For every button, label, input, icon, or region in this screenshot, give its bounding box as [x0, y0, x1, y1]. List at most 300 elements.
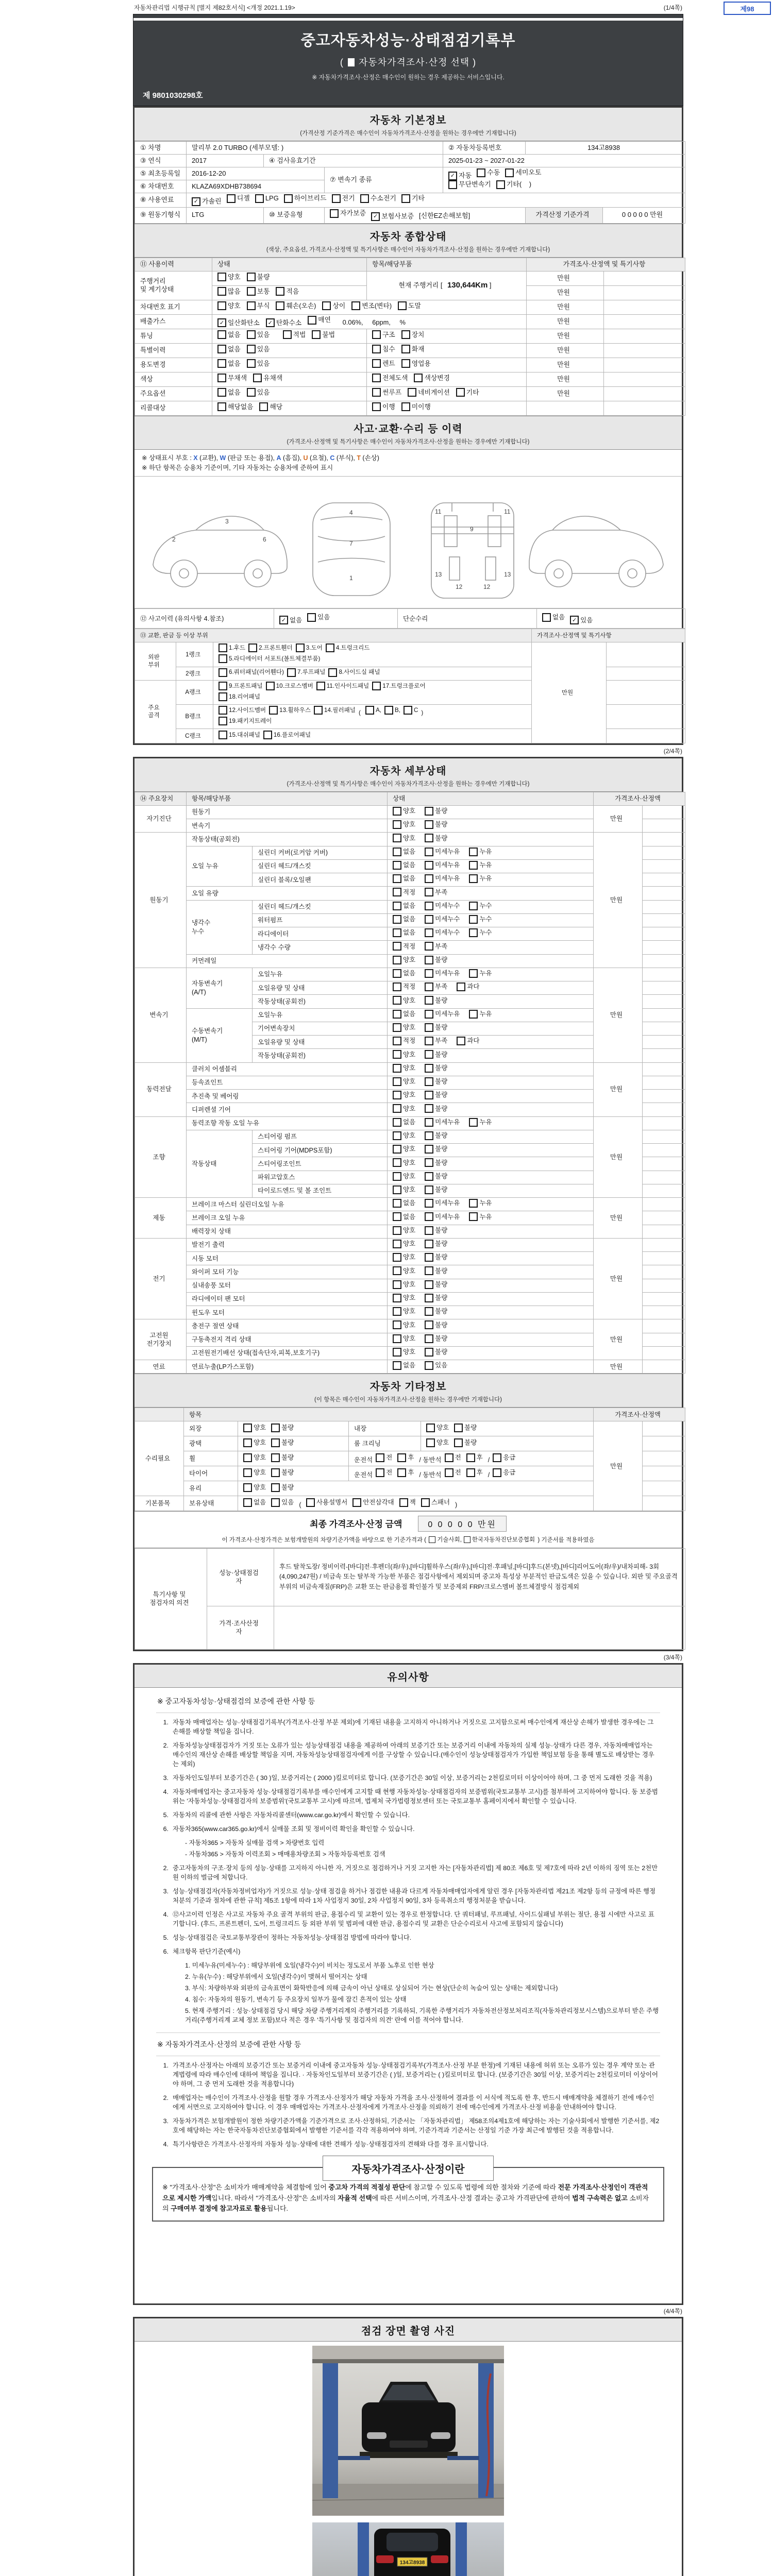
- cell: 브레이크 오일 누유: [187, 1211, 388, 1225]
- cell: [643, 1076, 685, 1089]
- checkbox[interactable]: 응급: [493, 1468, 515, 1477]
- checkbox[interactable]: 이행: [372, 402, 395, 411]
- checkbox[interactable]: 불량: [425, 1091, 447, 1099]
- table-row: [135, 1421, 685, 1436]
- cell: [388, 1062, 594, 1076]
- checkbox[interactable]: 기타: [456, 388, 479, 397]
- checkbox[interactable]: 세미오토: [505, 168, 541, 177]
- checkbox[interactable]: 10.크로스멤버: [266, 682, 313, 690]
- checkbox[interactable]: 누유: [469, 848, 492, 856]
- checkbox[interactable]: 누유: [469, 874, 492, 883]
- checkbox[interactable]: 후: [397, 1468, 414, 1477]
- checkbox[interactable]: ✓ 탄화수소: [266, 318, 301, 327]
- cell: 변속기: [135, 968, 187, 1062]
- cell: [643, 1319, 685, 1333]
- checkbox[interactable]: 불량: [425, 1050, 447, 1059]
- checkbox[interactable]: 안전삼각대: [352, 1498, 394, 1507]
- cell: [388, 1036, 594, 1049]
- checkbox[interactable]: 없음: [393, 1199, 415, 1208]
- checkbox[interactable]: 양호: [393, 1091, 415, 1099]
- checkbox[interactable]: 화재: [401, 345, 425, 353]
- checkbox[interactable]: 불량: [425, 1023, 447, 1032]
- checkbox[interactable]: 9.프론트패널: [219, 682, 263, 690]
- notice-item: 5. 성능·상태점검은 국토교통부장관이 정하는 자동차성능·상태점검 방법에 따라야 합니다.: [163, 1934, 412, 1941]
- cell: [388, 1319, 594, 1333]
- checkbox[interactable]: 15.대쉬패널: [219, 731, 260, 739]
- checkbox[interactable]: ✓ 가솔린: [192, 197, 222, 206]
- cell: ⑪ 사용이력: [135, 258, 212, 271]
- checkbox[interactable]: 있음: [307, 613, 330, 622]
- cell: 만원: [527, 372, 604, 386]
- checkbox[interactable]: 기술사회,: [429, 1535, 462, 1544]
- cell: [643, 833, 685, 846]
- checkbox[interactable]: C: [404, 706, 418, 715]
- checkbox[interactable]: 불량: [454, 1423, 477, 1432]
- checkbox[interactable]: 불량: [425, 1294, 447, 1302]
- checkbox[interactable]: 양호: [243, 1453, 266, 1462]
- cell: [135, 1408, 184, 1421]
- cell: [643, 846, 685, 859]
- svg-text:134고8938: 134고8938: [399, 2560, 425, 2566]
- checkbox[interactable]: 후: [397, 1453, 414, 1462]
- checkbox[interactable]: 11.인사이드패널: [316, 682, 369, 690]
- checkbox[interactable]: 과다: [457, 1037, 479, 1045]
- checkbox[interactable]: 누유: [469, 1010, 492, 1019]
- checkbox[interactable]: 누수: [469, 928, 492, 937]
- checkbox[interactable]: 없음: [217, 359, 241, 368]
- cell: 파워고압호스: [253, 1171, 388, 1184]
- checkbox[interactable]: 전체도색: [372, 374, 408, 382]
- cell: [388, 1049, 594, 1062]
- checkbox[interactable]: 구조: [372, 330, 395, 339]
- cell: [388, 1360, 594, 1374]
- checkbox[interactable]: 변조(변타): [351, 301, 392, 310]
- checkbox[interactable]: 불량: [425, 807, 447, 816]
- checkbox[interactable]: 적정: [393, 888, 415, 896]
- sheet-page1: [133, 106, 683, 745]
- checkbox[interactable]: 불량: [271, 1453, 294, 1462]
- checkbox[interactable]: 양호: [393, 1294, 415, 1302]
- inspector-opinion-table: [135, 1548, 685, 1650]
- cell: 실린더 블록/오일팬: [253, 873, 388, 887]
- checkbox[interactable]: 불량: [425, 1131, 447, 1140]
- cell: 실린더 커버(로커암 커버): [253, 846, 388, 859]
- svg-text:12: 12: [456, 583, 463, 591]
- checkbox[interactable]: 유채색: [253, 374, 282, 382]
- checkbox[interactable]: 불량: [425, 1104, 447, 1113]
- checkbox[interactable]: 전: [445, 1453, 461, 1462]
- legend-note: ※ 하단 항목은 승용차 기준이며, 기타 자동차는 승용차에 준하여 표시: [142, 464, 333, 472]
- checkbox[interactable]: 전: [376, 1453, 392, 1462]
- checkbox[interactable]: 한국자동차진단보증협회: [464, 1535, 535, 1544]
- cell: ✓ 일산화탄소 ✓ 탄화수소 매연 0.06%, 6ppm, %: [212, 314, 527, 329]
- cell: 커먼레일: [187, 954, 388, 968]
- checkbox[interactable]: 양호: [393, 956, 415, 964]
- checkbox[interactable]: 미세누유: [425, 1010, 460, 1019]
- checkbox[interactable]: B,: [384, 706, 400, 715]
- checkbox[interactable]: 있음: [271, 1498, 294, 1507]
- table-row: [135, 1238, 685, 1251]
- checkbox[interactable]: 양호: [217, 301, 241, 310]
- checkbox[interactable]: 부족: [425, 982, 447, 991]
- cell: [643, 1062, 685, 1076]
- checkbox[interactable]: 응급: [493, 1453, 515, 1462]
- checkbox[interactable]: ✓ 있음: [570, 616, 593, 624]
- checkbox[interactable]: 전: [376, 1468, 392, 1477]
- svg-text:2: 2: [172, 536, 176, 544]
- cell: [604, 329, 685, 343]
- cell: [643, 1198, 685, 1211]
- checkbox[interactable]: 미세누유: [425, 848, 460, 856]
- checkbox[interactable]: 없음: [393, 848, 415, 856]
- checkbox[interactable]: 양호: [393, 1266, 415, 1275]
- notice-item: 2. 중고자동차의 구조·장치 등의 성능·상태를 고지하지 아니한 자, 거짓으로 점검하거나 거짓 고지한 자는 [자동차관리법] 제 80조 제6호 및 제7호에 따라 2년 이하의 징역 또는 2천만원 이하의 벌금에 처합니다.: [163, 1864, 658, 1881]
- checkbox[interactable]: 양호: [393, 1172, 415, 1181]
- checkbox[interactable]: 17.트렁크플로어: [372, 682, 425, 690]
- cell: 2025-01-23 ~ 2027-01-22: [443, 155, 685, 167]
- checkbox[interactable]: 무채색: [217, 374, 247, 382]
- cell: [643, 995, 685, 1008]
- section-basic-info: 자동차 기본정보 (가격산정 기준가격은 매수인이 자동차가격조사·산정을 원하는 경우에만 기재합니다): [135, 108, 682, 141]
- cell: 구동축전지 격리 상태: [187, 1333, 388, 1346]
- checkbox[interactable]: 해당: [259, 402, 282, 411]
- checkbox[interactable]: 양호: [393, 1145, 415, 1154]
- checkbox[interactable]: 18.리어패널: [219, 692, 260, 701]
- cell: [388, 1225, 594, 1238]
- checkbox[interactable]: 부족: [425, 1037, 447, 1045]
- checkbox[interactable]: 16.플로어패널: [263, 731, 311, 739]
- cell: [421, 1421, 594, 1436]
- checkbox[interactable]: 누수: [469, 902, 492, 910]
- checkbox[interactable]: 잭: [399, 1498, 416, 1507]
- checkbox[interactable]: 양호: [243, 1423, 266, 1432]
- cell: [643, 1451, 685, 1466]
- checkbox[interactable]: 불량: [425, 1334, 447, 1343]
- checkbox[interactable]: 불량: [425, 1185, 447, 1194]
- cell: 만원: [594, 1062, 643, 1116]
- checkbox[interactable]: 없음: [393, 928, 415, 937]
- checkbox[interactable]: 5.라디에이터 서포트(볼트체결부품): [219, 654, 320, 663]
- checkbox[interactable]: 보통: [247, 287, 270, 296]
- checkbox[interactable]: 양호: [393, 1320, 415, 1329]
- checkbox[interactable]: 후: [466, 1468, 483, 1477]
- checkbox[interactable]: 훼손(오손): [276, 301, 316, 310]
- cell: 주행거리 및 계기상태: [135, 271, 212, 300]
- checkbox[interactable]: 미세누수: [425, 928, 460, 937]
- checkbox[interactable]: 무단변속기: [448, 180, 491, 189]
- checkbox[interactable]: 6.쿼터패널(리어휀다): [219, 668, 284, 677]
- checkbox[interactable]: 불량: [425, 1266, 447, 1275]
- final-price-amount: 0 0 0 0 0 만원: [418, 1516, 507, 1532]
- checkbox[interactable]: 양호: [393, 1334, 415, 1343]
- notice-item: 6. 체크항목 판단기준(예시): [163, 1947, 241, 1955]
- checkbox[interactable]: ✓ 자동: [448, 172, 472, 180]
- checkbox[interactable]: 전: [445, 1468, 461, 1477]
- cell: [212, 300, 527, 314]
- checkbox[interactable]: 없음: [393, 1010, 415, 1019]
- checkbox[interactable]: 불법: [312, 330, 335, 339]
- notice-subitem: 5. 현재 주행거리 : 성능·상태점검 당시 해당 차량 주행거리계의 주행거리를 기록하되, 기록한 주행거리가 자동차전산정보처리조직(자동차관리정보시스템)으로부터 받은 주행거리(주행거리계 교체 정보 포함)보다 적은 경우 '특기사항 및 점검자의 의견' 란에 이를 적어야 합니다.: [185, 2007, 659, 2024]
- checkbox[interactable]: 썬루프: [372, 388, 401, 397]
- checkbox[interactable]: ✓ 보험사보증: [371, 212, 414, 221]
- checkbox[interactable]: 스패너: [421, 1498, 450, 1507]
- checkbox[interactable]: 기타( ): [496, 180, 531, 189]
- checkbox[interactable]: 부족: [425, 942, 447, 951]
- cell: ③ 연식: [135, 155, 187, 167]
- checkbox[interactable]: 불량: [271, 1438, 294, 1447]
- checkbox[interactable]: 적정: [393, 1037, 415, 1045]
- checkbox[interactable]: 기타: [401, 194, 425, 203]
- checkbox[interactable]: 불량: [425, 1077, 447, 1086]
- checkbox[interactable]: 없음: [217, 330, 241, 339]
- checkbox[interactable]: LPG: [255, 194, 279, 203]
- form-rule-reference: 자동차관리법 시행규칙 [별지 제82호서식] <개정 2021.1.19>: [134, 4, 295, 11]
- checkbox[interactable]: ✓ 일산화탄소: [217, 318, 260, 327]
- checkbox[interactable]: 양호: [393, 1104, 415, 1113]
- checkbox[interactable]: 13.휠하우스: [269, 706, 311, 715]
- checkbox[interactable]: 있음: [247, 388, 270, 397]
- checkbox[interactable]: 미세누유: [425, 1199, 460, 1208]
- sheet-page4-photos: [133, 2317, 683, 2576]
- checkbox[interactable]: 없음: [542, 613, 565, 622]
- checkbox[interactable]: 양호: [393, 1253, 415, 1262]
- cell: 브레이크 마스터 실린더오일 누유: [187, 1198, 388, 1211]
- checkbox[interactable]: 사용설명서: [306, 1498, 347, 1507]
- checkbox[interactable]: 양호: [393, 834, 415, 842]
- checkbox[interactable]: 네비게이션: [408, 388, 450, 397]
- cell: 냉각수 수량: [253, 941, 388, 954]
- checkbox[interactable]: 없음: [393, 969, 415, 978]
- cell: [643, 1436, 685, 1451]
- checkbox[interactable]: 불량: [425, 1253, 447, 1262]
- section-overall-condition: 자동차 종합상태 (색상, 주요옵션, 가격조사·산정액 및 특기사항은 매수인이 자동차가격조사·산정을 원하는 경우에만 기재합니다): [135, 224, 682, 258]
- checkbox[interactable]: 불량: [454, 1438, 477, 1447]
- cell: [213, 680, 532, 704]
- checkbox[interactable]: 불량: [425, 1307, 447, 1316]
- checkbox[interactable]: 없음: [393, 1118, 415, 1127]
- cell: KLAZA69XDHB738694: [187, 180, 325, 193]
- checkbox[interactable]: 있음: [247, 330, 270, 339]
- checkbox[interactable]: 전기: [332, 194, 355, 203]
- checkbox[interactable]: 3.도어: [296, 643, 323, 652]
- checkbox[interactable]: 불량: [425, 820, 447, 829]
- checkbox[interactable]: 양호: [393, 1064, 415, 1073]
- checkbox[interactable]: 있음: [247, 345, 270, 353]
- checkbox[interactable]: 렌트: [372, 359, 395, 368]
- checkbox[interactable]: 없음: [393, 915, 415, 924]
- table-row: [135, 271, 685, 285]
- cell: ⑭ 주요장치: [135, 792, 187, 805]
- checkbox[interactable]: 불량: [425, 1240, 447, 1248]
- checkbox[interactable]: 불량: [425, 1280, 447, 1289]
- checkbox[interactable]: 불량: [247, 273, 270, 281]
- checkbox[interactable]: 양호: [426, 1438, 449, 1447]
- checkbox[interactable]: 양호: [393, 1240, 415, 1248]
- cell: 가격조사·산정액 및 특기사항: [527, 258, 685, 271]
- checkbox[interactable]: 디젤: [227, 194, 250, 203]
- checkbox[interactable]: 없음: [217, 388, 241, 397]
- checkbox[interactable]: 양호: [393, 1050, 415, 1059]
- checkbox[interactable]: 8.사이드실 패널: [328, 668, 380, 677]
- cell: 만원: [594, 1238, 643, 1319]
- cell: [388, 1144, 594, 1157]
- table-row: [135, 207, 685, 223]
- checkbox[interactable]: 많음: [217, 287, 241, 296]
- checkbox[interactable]: 미세누유: [425, 861, 460, 870]
- checkbox[interactable]: 19.패키지트레이: [219, 717, 272, 725]
- checkbox[interactable]: 양호: [243, 1468, 266, 1477]
- checkbox[interactable]: 양호: [393, 1185, 415, 1194]
- checkbox[interactable]: 하이브리드: [284, 194, 327, 203]
- checkbox[interactable]: 해당없음: [217, 402, 253, 411]
- checkbox[interactable]: 양호: [393, 1131, 415, 1140]
- basic-info-table: [135, 141, 685, 224]
- checkbox[interactable]: 양호: [393, 1158, 415, 1167]
- checkbox[interactable]: 7.루프패널: [287, 668, 325, 677]
- checkbox[interactable]: 14.필러패널: [314, 706, 356, 715]
- cell: [212, 271, 367, 285]
- checkbox[interactable]: 도말: [398, 301, 421, 310]
- checkbox[interactable]: 미세누유: [425, 969, 460, 978]
- cell: 오일유량 및 상태: [253, 981, 388, 995]
- checkbox[interactable]: 수소전기: [360, 194, 396, 203]
- price-definition-title: 자동차가격조사·산정이란: [323, 2156, 494, 2181]
- checkbox[interactable]: 불량: [271, 1483, 294, 1492]
- notice-subitem: 4. 침수: 자동차의 원동기, 변속기 등 주요장치 일부가 물에 잠긴 흔적이 있는 상태: [185, 1995, 407, 2003]
- cell: 원동기: [187, 805, 388, 819]
- checkbox[interactable]: 적음: [276, 287, 299, 296]
- cell: [604, 386, 685, 401]
- notice-item: 3. 자동차인도일부터 보증기간은 ( 30 )일, 보증거리는 ( 2000 )킬로미터로 합니다. (보증기간은 30일 이상, 보증거리는 2천킬로미터 이상이어야 하며, 그 중 먼저 도래한 것을 적용): [163, 1774, 652, 1782]
- cell: 발전기 출력: [187, 1238, 388, 1251]
- checkbox[interactable]: 상이: [322, 301, 345, 310]
- checkbox[interactable]: 양호: [393, 1307, 415, 1316]
- checkbox[interactable]: 적법: [283, 330, 306, 339]
- checkbox[interactable]: 누유: [469, 969, 492, 978]
- checkbox[interactable]: 불량: [425, 1172, 447, 1181]
- cell: [388, 941, 594, 954]
- cell: ⑧ 사용연료: [135, 193, 187, 208]
- checkbox[interactable]: A,: [365, 706, 381, 715]
- checkbox[interactable]: 양호: [393, 1023, 415, 1032]
- checkbox[interactable]: 1.후드: [219, 643, 245, 652]
- checkbox[interactable]: 불량: [425, 834, 447, 842]
- checkbox[interactable]: 12.사이드멤버: [219, 706, 266, 715]
- checkbox[interactable]: 미세누수: [425, 915, 460, 924]
- cell: 원동기: [135, 833, 187, 968]
- cell: 항목/해당부품: [367, 258, 527, 271]
- checkbox[interactable]: 불량: [425, 1226, 447, 1235]
- cell: [388, 1238, 594, 1251]
- checkbox[interactable]: 없음: [393, 861, 415, 870]
- checkbox[interactable]: 양호: [393, 996, 415, 1005]
- checkbox[interactable]: 불량: [425, 956, 447, 964]
- checkbox[interactable]: 부족: [425, 888, 447, 896]
- checkbox[interactable]: 양호: [426, 1423, 449, 1432]
- cell: 색상: [135, 372, 212, 386]
- checkbox[interactable]: 적정: [393, 982, 415, 991]
- cell: [367, 329, 527, 343]
- checkbox[interactable]: 누유: [469, 1118, 492, 1127]
- checkbox[interactable]: 미세누유: [425, 1118, 460, 1127]
- checkbox[interactable]: 불량: [425, 1348, 447, 1357]
- checkbox[interactable]: 장치: [401, 330, 425, 339]
- checkbox[interactable]: 미세누유: [425, 1212, 460, 1221]
- checkbox[interactable]: 양호: [243, 1483, 266, 1492]
- checkbox[interactable]: 불량: [425, 996, 447, 1005]
- checkbox[interactable]: 불량: [425, 1320, 447, 1329]
- checkbox[interactable]: 누유: [469, 1212, 492, 1221]
- checkbox[interactable]: 양호: [393, 807, 415, 816]
- cell: [607, 680, 685, 704]
- checkbox[interactable]: 누유: [469, 861, 492, 870]
- checkbox[interactable]: 4.트렁크리드: [326, 643, 370, 652]
- checkbox[interactable]: 불량: [271, 1423, 294, 1432]
- checkbox[interactable]: 양호: [243, 1438, 266, 1447]
- cell: 타이어: [184, 1466, 238, 1481]
- checkbox[interactable]: 양호: [393, 1348, 415, 1357]
- checkbox[interactable]: 양호: [393, 1077, 415, 1086]
- checkbox[interactable]: 부식: [247, 301, 270, 310]
- checkbox[interactable]: 적정: [393, 942, 415, 951]
- cell: 외장: [184, 1421, 238, 1436]
- notice-subitem: 1. 미세누유(미세누수) : 해당부위에 오일(냉각수)이 비치는 정도로서 부품 노후로 인한 현상: [185, 1961, 434, 1969]
- checkbox[interactable]: 후: [466, 1453, 483, 1462]
- checkbox[interactable]: 양호: [393, 1226, 415, 1235]
- checkbox[interactable]: ✓ 없음: [279, 616, 302, 624]
- checkbox[interactable]: 있음: [247, 359, 270, 368]
- checkbox[interactable]: 불량: [271, 1468, 294, 1477]
- checkbox[interactable]: 침수: [372, 345, 395, 353]
- checkbox[interactable]: 누유: [469, 1199, 492, 1208]
- checkbox[interactable]: 없음: [393, 874, 415, 883]
- table-row: [135, 1319, 685, 1333]
- checkbox[interactable]: 불량: [425, 1064, 447, 1073]
- checkbox[interactable]: 누수: [469, 915, 492, 924]
- cell: A랭크: [176, 680, 213, 704]
- notice-item: 1. 자동차 매매업자는 성능·상태점검기록부(가격조사·산정 부분 제외)에 기재된 내용을 고지하지 아니하거나 거짓으로 고지함으로써 매수인에게 재산상 손해가 발생한 경우에는 그 손해를 배상할 책임을 집니다.: [163, 1719, 654, 1736]
- cell: [643, 1022, 685, 1035]
- cell: [643, 1157, 685, 1171]
- checkbox[interactable]: 불량: [425, 1158, 447, 1167]
- checkbox[interactable]: 없음: [393, 1361, 415, 1370]
- cell: 운전석 전 후 / 동반석 전 후 / 응급: [349, 1466, 594, 1481]
- page-number: (2/4쪽): [663, 747, 682, 755]
- checkbox[interactable]: 없음: [393, 1212, 415, 1221]
- checkbox[interactable]: 양호: [217, 273, 241, 281]
- cell: 리콜대상: [135, 401, 212, 415]
- checkbox[interactable]: 자가보증: [330, 209, 366, 218]
- checkbox[interactable]: 양호: [393, 1280, 415, 1289]
- cell: 수리필요: [135, 1421, 184, 1496]
- checkbox[interactable]: 양호: [393, 820, 415, 829]
- checkbox[interactable]: 과다: [457, 982, 479, 991]
- checkbox[interactable]: 미이행: [401, 402, 431, 411]
- checkbox[interactable]: 영업용: [401, 359, 431, 368]
- checkbox[interactable]: 색상변경: [414, 374, 449, 382]
- checkbox[interactable]: 수동: [477, 168, 500, 177]
- cell: LTG: [187, 207, 264, 223]
- checkbox[interactable]: 있음: [425, 1361, 447, 1370]
- checkbox[interactable]: 없음: [243, 1498, 266, 1507]
- checkbox[interactable]: 없음: [217, 345, 241, 353]
- checkbox[interactable]: 매연: [308, 316, 331, 325]
- checkbox[interactable]: 미세누유: [425, 874, 460, 883]
- checkbox[interactable]: 불량: [425, 1145, 447, 1154]
- checkbox[interactable]: 없음: [393, 902, 415, 910]
- checkbox[interactable]: 2.프론트휀더: [248, 643, 293, 652]
- checkbox[interactable]: 미세누수: [425, 902, 460, 910]
